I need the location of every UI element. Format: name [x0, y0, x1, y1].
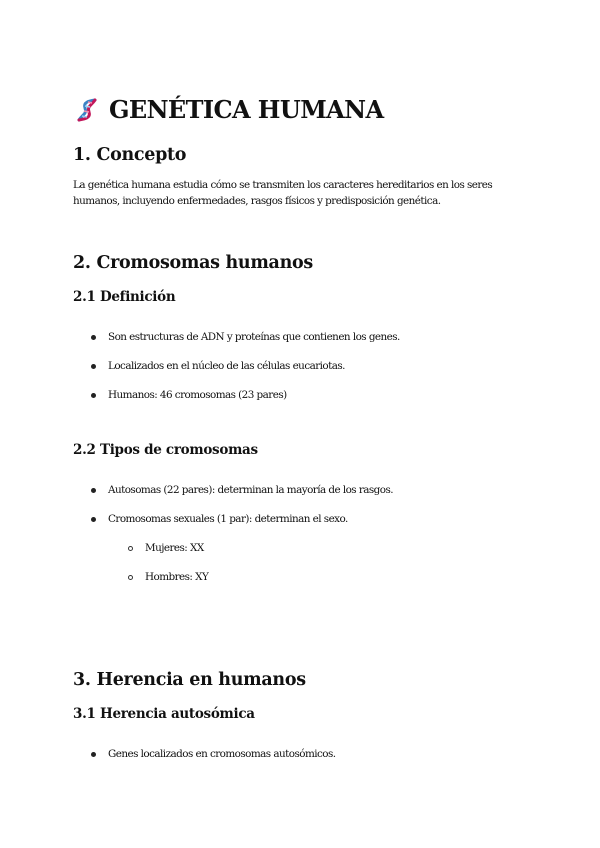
nested-list-item: Hombres: XY: [145, 571, 209, 583]
paragraph-line-2: humanos, incluyendo enfermedades, rasgos físicos y predisposición genética.: [73, 195, 441, 207]
document-title: [73, 93, 384, 127]
bullet-circle: [128, 575, 133, 580]
bullet-disc: [91, 393, 96, 398]
list-item: Cromosomas sexuales (1 par): determinan el sexo.: [108, 513, 348, 525]
bullet-disc: [91, 364, 96, 369]
section-heading-concepto: 1. Concepto: [73, 145, 187, 165]
section-heading-herencia: 3. Herencia en humanos: [73, 670, 306, 690]
list-item: Son estructuras de ADN y proteínas que contienen los genes.: [108, 331, 400, 343]
bullet-circle: [128, 546, 133, 551]
title-text: GENÉTICA HUMANA: [109, 95, 384, 124]
nested-list-item: Mujeres: XX: [145, 542, 204, 554]
bullet-disc: [91, 517, 96, 522]
concepto-paragraph: [73, 177, 533, 209]
section-heading-cromosomas: 2. Cromosomas humanos: [73, 253, 313, 273]
list-item: Autosomas (22 pares): determinan la mayoría de los rasgos.: [108, 484, 394, 496]
bullet-disc: [91, 488, 96, 493]
paragraph-line-1: La genética humana estudia cómo se transmiten los caracteres hereditarios en los seres: [73, 179, 493, 191]
subsection-heading-autosomica: 3.1 Herencia autosómica: [73, 706, 255, 722]
subsection-heading-tipos: 2.2 Tipos de cromosomas: [73, 442, 258, 458]
list-item: Genes localizados en cromosomas autosómicos.: [108, 748, 336, 760]
subsection-heading-definicion: 2.1 Definición: [73, 289, 176, 305]
list-item: Localizados en el núcleo de las células eucariotas.: [108, 360, 345, 372]
bullet-disc: [91, 752, 96, 757]
bullet-disc: [91, 335, 96, 340]
dna-icon: [73, 96, 101, 124]
list-item: Humanos: 46 cromosomas (23 pares): [108, 389, 287, 401]
